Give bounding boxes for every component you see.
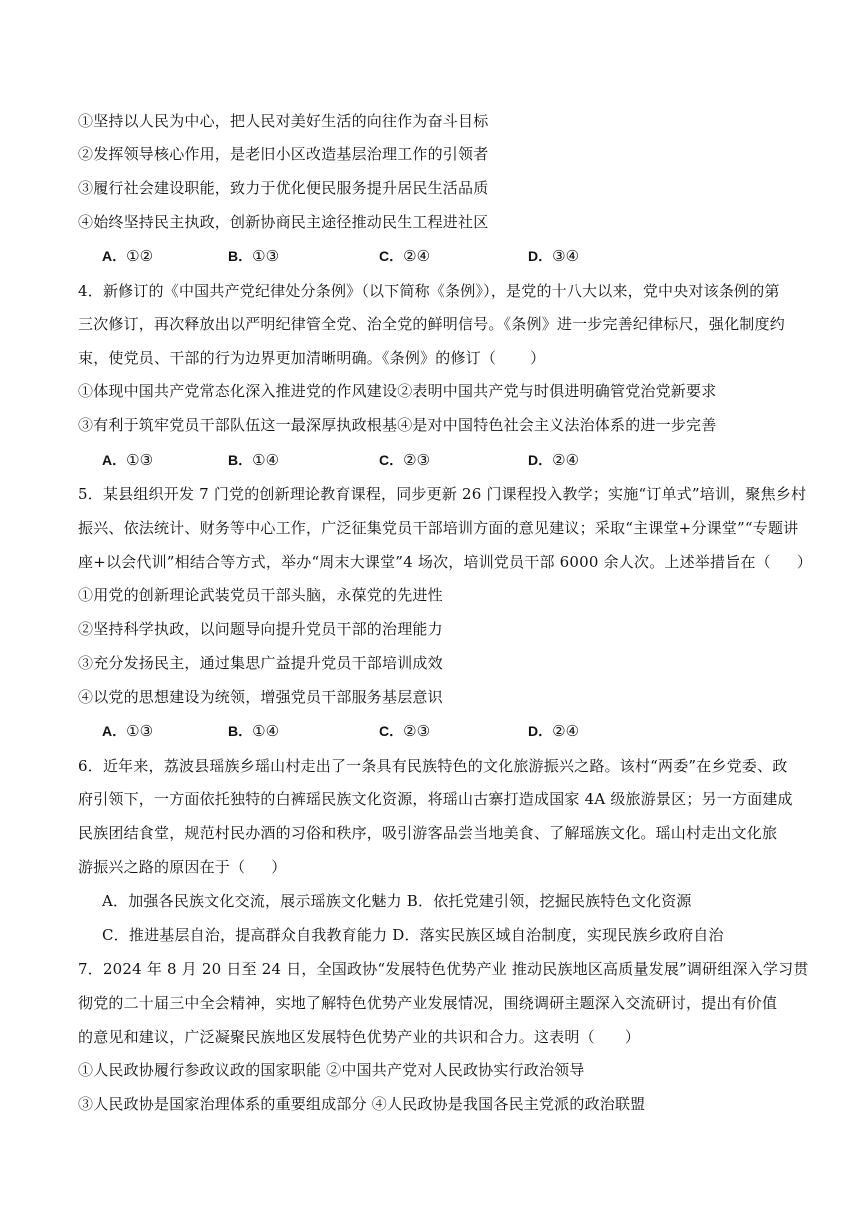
q7-item-line-2: ③人民政协是国家治理体系的重要组成部分 ④人民政协是我国各民主党派的政治联盟 — [78, 1095, 646, 1113]
q7-item-line-1: ①人民政协履行参政议政的国家职能 ②中国共产党对人民政协实行政治领导 — [78, 1061, 585, 1079]
option-text: ②③ — [403, 451, 431, 469]
q5-stem-line-3 — [78, 552, 812, 572]
q4-option-d[interactable] — [528, 450, 579, 470]
q3-item-2: ②发挥领导核心作用，是老旧小区改造基层治理工作的引领者 — [78, 145, 489, 163]
q4-stem-text: 束，使党员、干部的行为边界更加清晰明确。《条例》的修订（ — [78, 349, 497, 367]
option-text: ②④ — [552, 722, 580, 740]
q5-stem-line-2: 振兴、依法统计、财务等中心工作，广泛征集党员干部培训方面的意见建议；采取“主课堂+分课堂”“专题讲 — [78, 519, 799, 537]
q4-stem-line-1: 4．新修订的《中国共产党纪律处分条例》（以下简称《条例》），是党的十八大以来，党中央对该条例的第 — [78, 282, 780, 300]
q5-item-3: ③充分发扬民主，通过集思广益提升党员干部培训成效 — [78, 654, 443, 672]
close-paren: ） — [271, 858, 287, 876]
q5-option-d[interactable] — [528, 721, 579, 741]
q4-stem-line-2: 三次修订，再次释放出以严明纪律管全党、治全党的鲜明信号。《条例》进一步完善纪律标尺，强化制度约 — [78, 315, 785, 333]
option-text: ②④ — [403, 247, 431, 265]
q4-option-a[interactable] — [102, 450, 153, 470]
q5-stem-line-1: 5．某县组织开发 7 门党的创新理论教育课程，同步更新 26 门课程投入教学；实施“订单式”培训，聚焦乡村 — [78, 485, 807, 503]
option-text: ①④ — [252, 451, 280, 469]
q5-item-4: ④以党的思想建设为统领，增强党员干部服务基层意识 — [78, 688, 443, 706]
q4-item-line-1: ①体现中国共产党常态化深入推进党的作风建设②表明中国共产党与时俱进明确管党治党新要求 — [78, 382, 717, 400]
q3-option-c[interactable] — [379, 246, 430, 266]
q3-option-a[interactable] — [102, 246, 153, 266]
q7-stem-line-1: 7．2024 年 8 月 20 日至 24 日，全国政协“发展特色优势产业 推动民族地区高质量发展”调研组深入学习贯 — [78, 960, 809, 978]
q5-option-c[interactable] — [379, 721, 430, 741]
q5-options — [78, 721, 778, 741]
option-letter: D． — [528, 723, 553, 739]
q4-option-b[interactable] — [228, 450, 279, 470]
q6-options-line-1[interactable]: A．加强各民族文化交流，展示瑶族文化魅力 B．依托党建引领，挖掘民族特色文化资源 — [102, 892, 692, 910]
option-text: ①③ — [126, 722, 154, 740]
q5-item-1: ①用党的创新理论武装党员干部头脑，永葆党的先进性 — [78, 586, 443, 604]
q3-options — [78, 246, 778, 266]
q6-stem-line-2: 府引领下，一方面依托独特的白裤瑶民族文化资源，将瑶山古寨打造成国家 4A 级旅游景区；另一方面建成 — [78, 790, 793, 808]
q3-item-3: ③履行社会建设职能，致力于优化便民服务提升居民生活品质 — [78, 179, 489, 197]
q7-stem-text: 的意见和建议，广泛凝聚民族地区发展特色优势产业的共识和合力。这表明（ — [78, 1028, 595, 1046]
option-text: ③④ — [552, 247, 580, 265]
option-text: ②④ — [552, 451, 580, 469]
option-letter: D． — [528, 452, 553, 468]
q3-option-b[interactable] — [228, 246, 279, 266]
q6-stem-line-3: 民族团结食堂，规范村民办酒的习俗和秩序，吸引游客品尝当地美食、了解瑶族文化。瑶山村走出文化旅 — [78, 824, 778, 842]
q4-item-line-2: ③有利于筑牢党员干部队伍这一最深厚执政根基④是对中国特色社会主义法治体系的进一步完善 — [78, 416, 717, 434]
close-paren: ） — [796, 553, 813, 571]
q5-item-2: ②坚持科学执政，以问题导向提升党员干部的治理能力 — [78, 620, 443, 638]
q4-options — [78, 450, 778, 470]
option-letter: B． — [228, 452, 253, 468]
option-letter: C． — [379, 723, 404, 739]
q5-option-a[interactable] — [102, 721, 153, 741]
q6-stem-line-4 — [78, 857, 286, 877]
q3-option-d[interactable] — [528, 246, 579, 266]
option-letter: A． — [102, 248, 127, 264]
q5-stem-text: 座+以会代训”相结合等方式，举办“周末大课堂”4 场次，培训党员干部 6000 余人次。上述举措旨在（ — [78, 553, 771, 571]
close-paren: ） — [624, 1028, 641, 1046]
q7-stem-line-3 — [78, 1027, 640, 1047]
q3-item-1: ①坚持以人民为中心，把人民对美好生活的向往作为奋斗目标 — [78, 112, 489, 130]
q5-option-b[interactable] — [228, 721, 279, 741]
option-text: ①② — [126, 247, 154, 265]
q4-stem-line-3 — [78, 348, 545, 368]
option-letter: A． — [102, 723, 127, 739]
q7-stem-line-2: 彻党的二十届三中全会精神，实地了解特色优势产业发展情况，围绕调研主题深入交流研讨，提出有价值 — [78, 994, 778, 1012]
option-letter: B． — [228, 723, 253, 739]
option-text: ①③ — [126, 451, 154, 469]
option-letter: D． — [528, 248, 553, 264]
option-letter: B． — [228, 248, 253, 264]
q6-stem-text: 游振兴之路的原因在于（ — [78, 858, 246, 876]
q3-item-4: ④始终坚持民主执政，创新协商民主途径推动民生工程进社区 — [78, 213, 489, 231]
option-text: ①③ — [252, 247, 280, 265]
q6-options-line-2[interactable]: C．推进基层自治，提高群众自我教育能力 D．落实民族区域自治制度，实现民族乡政府自治 — [102, 926, 724, 944]
option-letter: C． — [379, 452, 404, 468]
q4-option-c[interactable] — [379, 450, 430, 470]
option-text: ①④ — [252, 722, 280, 740]
q6-stem-line-1: 6．近年来，荔波县瑶族乡瑶山村走出了一条具有民族特色的文化旅游振兴之路。该村“两委”在乡党委、政 — [78, 757, 788, 775]
close-paren: ） — [530, 349, 546, 367]
option-letter: A． — [102, 452, 127, 468]
option-text: ②③ — [403, 722, 431, 740]
option-letter: C． — [379, 248, 404, 264]
